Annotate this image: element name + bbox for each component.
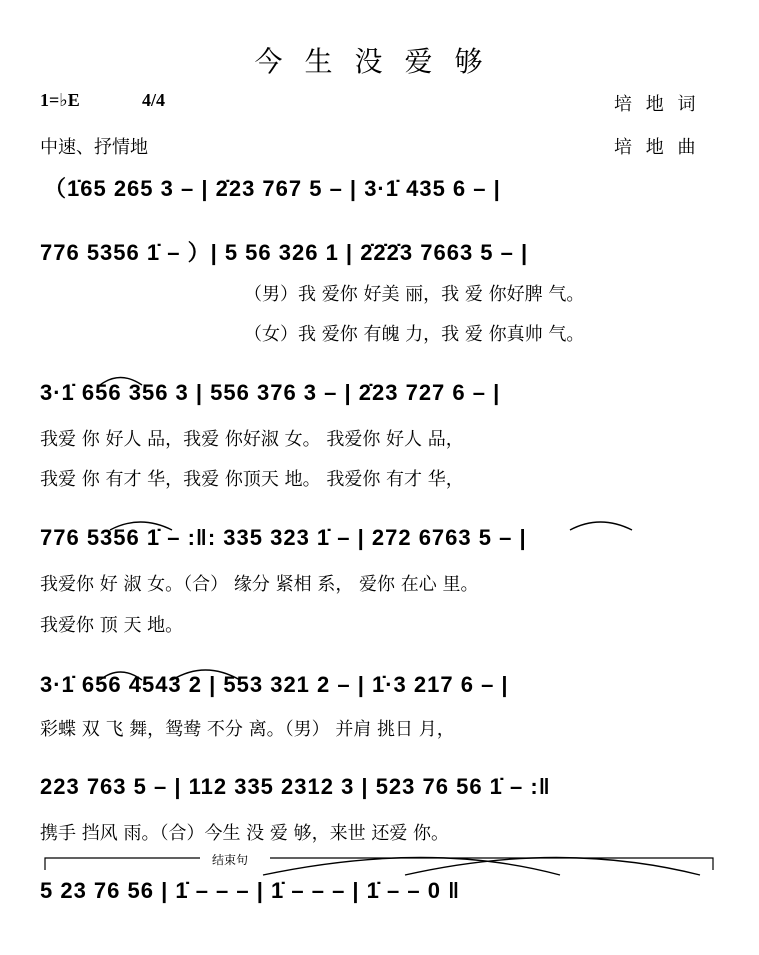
lyric-line-6: 我爱你 顶 天 地。 <box>40 615 184 636</box>
tempo-marking: 中速、抒情地 <box>40 137 148 158</box>
staff-line-2: 776 5356 1̇ – ）| 5 56 326 1 | 2̇2̇2̇3 7663 5 – | <box>40 240 529 265</box>
staff-line-1: （1̇65 265 3 – | 2̇23 767 5 – | 3·1̇ 435 6 – | <box>44 176 501 201</box>
ending-label: 结束句 <box>212 853 249 867</box>
lyric-line-7: 彩蝶 双 飞 舞，鸳鸯 不分 离。（男） 并肩 挑日 月， <box>40 719 455 740</box>
page-title: 今生没爱够 <box>254 45 505 78</box>
lyricist-credit: 培 地 词 <box>614 94 700 115</box>
lyric-line-1: （男）我 爱你 好美 丽，我 爱 你好脾 气。 <box>244 284 585 305</box>
staff-line-7: 5 23 76 56 | 1̇ – – – | 1̇ – – – | 1̇ – – 0 ‖ <box>40 878 461 903</box>
staff-line-4: 776 5356 1̇ – :‖: 335 323 1̇ – | 272 6763 5 – | <box>40 525 527 550</box>
staff-line-3: 3·1̇ 656 356 3 | 556 376 3 – | 2̇23 727 6 – | <box>40 380 501 405</box>
staff-line-6: 223 763 5 – | 112 335 2312 3 | 523 76 56 1̇ – :‖ <box>40 774 551 799</box>
lyric-line-8: 携手 挡风 雨。（合）今生 没 爱 够，来世 还爱 你。 <box>40 823 450 844</box>
lyric-line-4: 我爱 你 有才 华，我爱 你顶天 地。 我爱你 有才 华， <box>40 469 464 490</box>
lyric-line-2: （女）我 爱你 有魄 力，我 爱 你真帅 气。 <box>244 324 585 345</box>
lyric-line-3: 我爱 你 好人 品，我爱 你好淑 女。 我爱你 好人 品， <box>40 429 464 450</box>
lyric-line-5: 我爱你 好 淑 女。（合） 缘分 紧相 系， 爱你 在心 里。 <box>40 574 479 595</box>
key-signature: 1=♭E <box>40 90 80 110</box>
staff-line-5: 3·1̇ 656 4543 2 | 553 321 2 – | 1̇·3 217 6 – | <box>40 672 509 697</box>
composer-credit: 培 地 曲 <box>614 137 700 158</box>
time-signature: 4/4 <box>142 90 166 110</box>
